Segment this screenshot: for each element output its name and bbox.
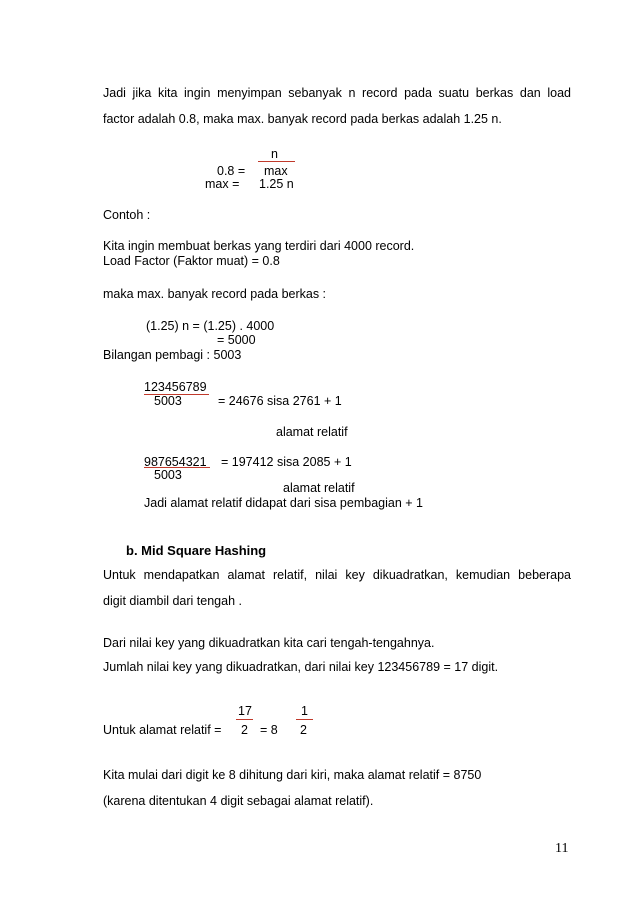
- divisor-line: Bilangan pembagi : 5003: [103, 348, 242, 362]
- formula3-numerator-2: 1: [301, 704, 308, 718]
- example-line-2: Load Factor (Faktor muat) = 0.8: [103, 254, 280, 268]
- formula3-fraction-bar-2: [296, 719, 313, 720]
- calc-line-2: = 5000: [217, 333, 256, 347]
- formula3-denominator-2: 2: [300, 723, 307, 737]
- formula3-equals-8: = 8: [260, 723, 278, 737]
- paragraph-intro-line-1: Jadi jika kita ingin menyimpan sebanyak n record pada suatu berkas dan load: [103, 86, 571, 100]
- division1-result: = 24676 sisa 2761 + 1: [218, 394, 342, 408]
- division1-note: alamat relatif: [276, 425, 348, 439]
- closing-line-1: Kita mulai dari digit ke 8 dihitung dari kiri, maka alamat relatif = 8750: [103, 768, 482, 782]
- division1-denominator: 5003: [154, 394, 182, 408]
- division-conclusion: Jadi alamat relatif didapat dari sisa pembagian + 1: [144, 496, 423, 510]
- formula3-lhs: Untuk alamat relatif =: [103, 723, 222, 737]
- section-b-line-3: Dari nilai key yang dikuadratkan kita cari tengah-tengahnya.: [103, 636, 435, 650]
- paragraph-intro-line-2: factor adalah 0.8, maka max. banyak record pada berkas adalah 1.25 n.: [103, 112, 502, 126]
- formula1-lhs: 0.8 =: [217, 164, 246, 178]
- formula3-numerator-1: 17: [238, 704, 252, 718]
- formula2-rhs: 1.25 n: [259, 177, 294, 191]
- section-b-line-2: digit diambil dari tengah .: [103, 594, 242, 608]
- division2-numerator: 987654321: [144, 455, 207, 469]
- section-b-line-4: Jumlah nilai key yang dikuadratkan, dari nilai key 123456789 = 17 digit.: [103, 660, 499, 674]
- division2-denominator: 5003: [154, 468, 182, 482]
- example-label: Contoh :: [103, 208, 151, 222]
- section-heading-mid-square: b. Mid Square Hashing: [126, 543, 267, 558]
- example-line-3: maka max. banyak record pada berkas :: [103, 287, 327, 301]
- formula2-lhs: max =: [205, 177, 240, 191]
- division2-result: = 197412 sisa 2085 + 1: [221, 455, 352, 469]
- closing-line-2: (karena ditentukan 4 digit sebagai alamat relatif).: [103, 794, 374, 808]
- calc-line-1: (1.25) n = (1.25) . 4000: [146, 319, 275, 333]
- formula3-fraction-bar-1: [236, 719, 253, 720]
- division1-numerator: 123456789: [144, 380, 207, 394]
- division2-note: alamat relatif: [283, 481, 355, 495]
- example-line-1: Kita ingin membuat berkas yang terdiri dari 4000 record.: [103, 239, 415, 253]
- formula3-denominator-1: 2: [241, 723, 248, 737]
- page-number: 11: [555, 841, 569, 856]
- formula1-denominator: max: [264, 164, 288, 178]
- formula1-numerator: n: [271, 147, 278, 161]
- section-b-line-1: Untuk mendapatkan alamat relatif, nilai key dikuadratkan, kemudian beberapa: [103, 568, 571, 582]
- formula1-fraction-bar: [258, 161, 295, 162]
